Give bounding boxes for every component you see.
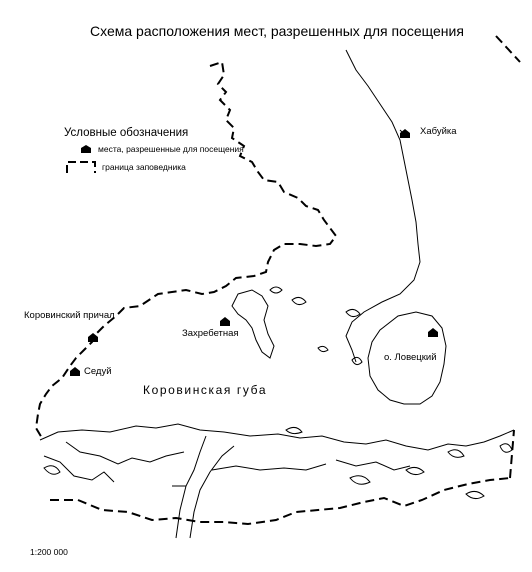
- house-marker-icon[interactable]: [70, 367, 80, 376]
- place-label-khabuyka[interactable]: Хабуйка: [420, 126, 457, 137]
- legend-item-visit-places: [80, 144, 244, 154]
- scale-label: 1:200 000: [30, 547, 68, 557]
- legend-title: Условные обозначения: [64, 127, 189, 139]
- place-label-zakhrebetnaya[interactable]: Захребетная: [182, 328, 239, 339]
- house-marker-icon[interactable]: [400, 129, 410, 138]
- map-title: Схема расположения мест, разрешенных для посещения: [90, 23, 464, 39]
- reserve-boundary: [36, 36, 520, 524]
- house-marker-icon[interactable]: [428, 328, 438, 337]
- legend-item-boundary: [66, 159, 186, 175]
- water-body-label: Коровинская губа: [143, 383, 268, 397]
- legend-item-label: граница заповедника: [102, 162, 186, 172]
- legend-item-label: места, разрешенные для посещения: [98, 144, 244, 154]
- dashed-boundary-line-icon: [66, 159, 96, 175]
- place-label-korovinsky-prichal[interactable]: Коровинский причал: [24, 310, 115, 321]
- house-marker-icon[interactable]: [88, 333, 98, 342]
- house-marker-icon: [80, 144, 92, 154]
- place-label-lovetsky[interactable]: о. Ловецкий: [384, 352, 437, 363]
- house-marker-icon[interactable]: [220, 317, 230, 326]
- coastline-and-rivers: [40, 50, 514, 538]
- place-label-seduy[interactable]: Седуй: [84, 366, 112, 377]
